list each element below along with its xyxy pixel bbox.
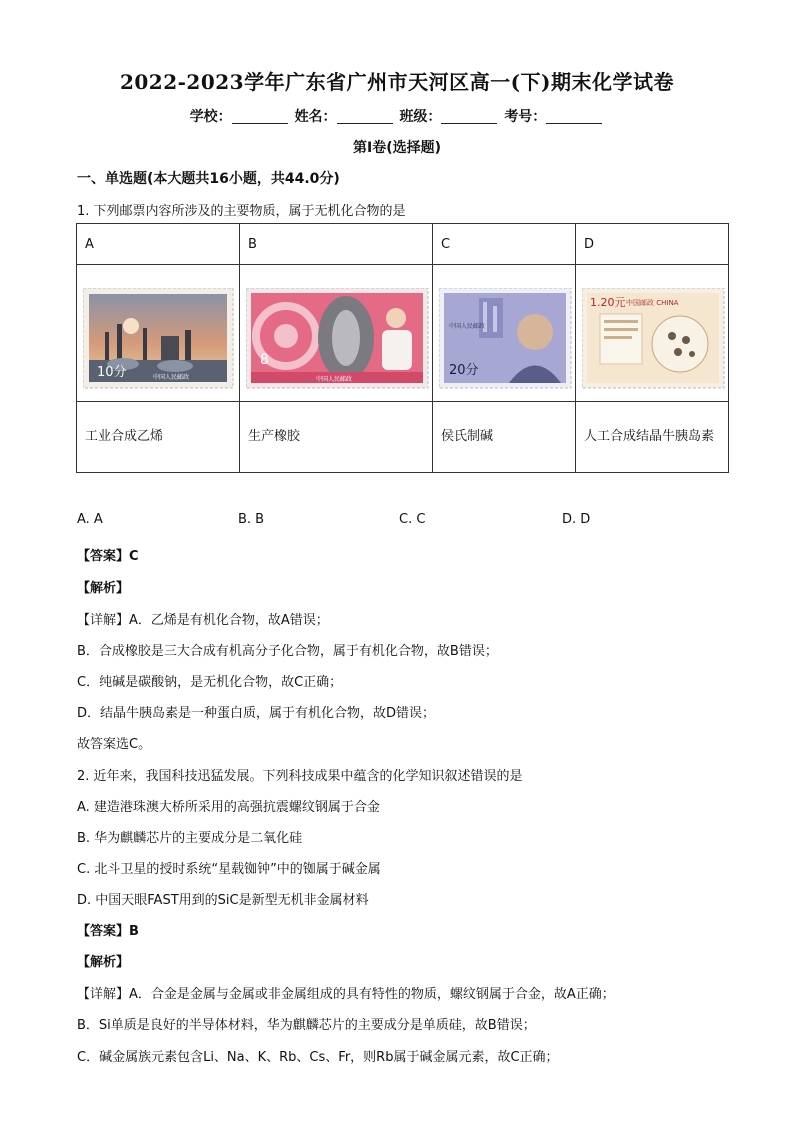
caption-c: 侯氏制碱 xyxy=(433,402,576,473)
q1-option-b[interactable]: B. B xyxy=(238,512,265,527)
q1-option-d[interactable]: D. D xyxy=(562,512,591,527)
stamp-cell-d xyxy=(576,265,729,402)
caption-a: 工业合成乙烯 xyxy=(77,402,240,473)
q1-detail-line: B．合成橡胶是三大合成有机高分子化合物，属于有机化合物，故B错误； xyxy=(77,644,498,659)
page-title: 2022-2023学年广东省广州市天河区高一(下)期末化学试卷 xyxy=(119,70,675,94)
stamp-a-text: 中国人民邮政 xyxy=(153,373,190,381)
q1-option-c[interactable]: C. C xyxy=(399,512,426,527)
table-header-a: A xyxy=(77,224,240,265)
name-blank[interactable] xyxy=(337,109,393,124)
school-label: 学校： xyxy=(189,109,232,125)
q1-stem: 1. 下列邮票内容所涉及的主要物质，属于无机化合物的是 xyxy=(77,204,406,219)
q2-analysis-heading: 【解析】 xyxy=(77,955,130,970)
factory-stamp-image xyxy=(83,288,239,392)
name-label: 姓名： xyxy=(294,109,337,125)
q2-option-a[interactable]: A. 建造港珠澳大桥所采用的高强抗震螺纹钢属于合金 xyxy=(77,800,380,815)
stamp-c-text: 中国人民邮政 xyxy=(449,322,486,330)
q1-detail-line: C．纯碱是碳酸钠，是无机化合物，故C正确； xyxy=(77,675,343,690)
caption-d: 人工合成结晶牛胰岛素 xyxy=(576,402,729,473)
caption-b: 生产橡胶 xyxy=(240,402,433,473)
stamp-a-denom: 10分 xyxy=(97,364,127,380)
school-blank[interactable] xyxy=(232,109,288,124)
stamp-cell-b xyxy=(240,265,433,402)
class-label: 班级： xyxy=(399,109,442,125)
q2-option-c[interactable]: C. 北斗卫星的授时系统“星载铷钟”中的铷属于碱金属 xyxy=(77,862,381,877)
q2-detail-line: B．Si单质是良好的半导体材料，华为麒麟芯片的主要成分是单质硅，故B错误； xyxy=(77,1018,536,1033)
table-header-d: D xyxy=(576,224,729,265)
insulin-stamp-image xyxy=(582,288,728,392)
q2-detail-line: C．碱金属族元素包含Li、Na、K、Rb、Cs、Fr，则Rb属于碱金属元素，故C正确； xyxy=(77,1050,559,1065)
q2-option-b[interactable]: B. 华为麒麟芯片的主要成分是二氧化硅 xyxy=(77,831,303,846)
q2-option-d[interactable]: D. 中国天眼FAST用到的SiC是新型无机非金属材料 xyxy=(77,893,369,908)
q1-detail-line: 【详解】A．乙烯是有机化合物，故A错误； xyxy=(77,613,329,628)
stamp-cell-a xyxy=(77,265,240,402)
q1-detail-line: D．结晶牛胰岛素是一种蛋白质，属于有机化合物，故D错误； xyxy=(77,706,436,721)
exam-no-label: 考号： xyxy=(504,109,547,125)
volume-heading: 第Ⅰ卷(选择题) xyxy=(352,140,441,156)
q2-stem: 2. 近年来，我国科技迅猛发展。下列科技成果中蕴含的化学知识叙述错误的是 xyxy=(77,769,523,784)
stamp-b-denom: 8 xyxy=(260,351,269,368)
stamp-b-text: 中国人民邮政 xyxy=(316,375,353,383)
tire-worker-stamp-image xyxy=(246,288,432,392)
stamp-c-denom: 20分 xyxy=(449,362,479,378)
stamp-cell-c xyxy=(433,265,576,402)
q1-option-a[interactable]: A. A xyxy=(77,512,103,527)
portrait-stamp-image xyxy=(439,288,575,392)
exam-no-blank[interactable] xyxy=(546,109,602,124)
stamp-d-denom: 1.20元 xyxy=(590,295,626,309)
q2-detail-line: 【详解】A．合金是金属与金属或非金属组成的具有特性的物质，螺纹钢属于合金，故A正确； xyxy=(77,987,615,1002)
q2-answer: 【答案】B xyxy=(77,924,139,939)
q1-stamp-table xyxy=(76,223,729,473)
student-info xyxy=(0,106,794,126)
q1-analysis-heading: 【解析】 xyxy=(77,581,130,596)
table-header-c: C xyxy=(433,224,576,265)
q1-answer: 【答案】C xyxy=(77,549,139,564)
q1-detail-line: 故答案选C。 xyxy=(77,737,152,752)
table-header-b: B xyxy=(240,224,433,265)
class-blank[interactable] xyxy=(441,109,497,124)
stamp-d-text: 中国邮政 CHINA xyxy=(626,298,679,307)
section-heading: 一、单选题(本大题共16小题，共44.0分) xyxy=(77,171,340,187)
